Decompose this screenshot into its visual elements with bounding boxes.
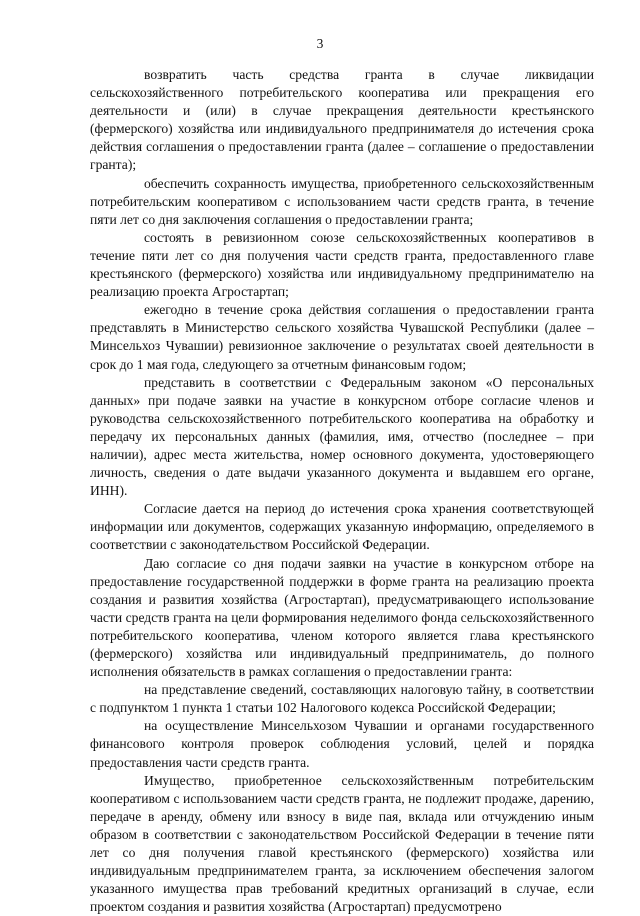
paragraph-personal-data-consent: представить в соответствии с Федеральным законом «О персональных данных» при подаче заявки на участие в конкурсном отборе согласие членов и руководства сельскохозяйственного потребительского кооператива на обработку и передачу их персональных данных (фамилия, имя, отчество (последнее – при наличии), адрес места жительства, номер основного документа, удостоверяющего личность, сведения о дате выдачи указанного документа и выдавшем его органе, ИНН).: [90, 374, 594, 499]
paragraph-consent-period: Согласие дается на период до истечения срока хранения соответствующей информации или документов, содержащих указанную информацию, определяемого в соответствии с законодательством Российской Федерации.: [90, 501, 594, 553]
paragraph-financial-control: на осуществление Минсельхозом Чувашии и органами государственного финансового контроля проверок соблюдения условий, целей и порядка предоставления части средств гранта.: [90, 718, 594, 770]
paragraph-give-consent: Даю согласие со дня подачи заявки на участие в конкурсном отборе на предоставление государственной поддержки в форме гранта на реализацию проекта создания и развития хозяйства (Агростартап), предусматривающего использование части средств гранта на цели формирования неделимого фонда сельскохозяйственного потребительского кооператива, членом которого является глава крестьянского (фермерского) хозяйства или индивидуальный предприниматель, до полного исполнения обязательств в рамках соглашения о предоставлении гранта:: [90, 555, 594, 680]
document-body: [90, 66, 594, 916]
paragraph-audit-union: состоять в ревизионном союзе сельскохозяйственных кооперативов в течение пяти лет со дня получения части средств гранта, предоставленного главе крестьянского (фермерского) хозяйства или индивидуальному предпринимателю на реализацию проекта Агростартап;: [90, 229, 594, 300]
paragraph-property-safety: обеспечить сохранность имущества, приобретенного сельскохозяйственным потребительским кооперативом с использованием части средств гранта, в течение пяти лет со дня заключения соглашения о предоставлении гранта;: [90, 175, 594, 227]
paragraph-property-restrictions: Имущество, приобретенное сельскохозяйственным потребительским кооперативом с использованием части средств гранта, не подлежит продаже, дарению, передаче в аренду, обмену или взносу в виде пая, вклада или отчуждению иным образом в соответствии с законодательством Российской Федерации в течение пяти лет со дня получения главой крестьянского (фермерского) хозяйства или индивидуальным предпринимателем гранта, за исключением обеспечения залогом указанного имущества прав требований кредитных организаций в случае, если проектом создания и развития хозяйства (Агростартап) предусмотрено: [90, 772, 594, 915]
paragraph-annual-audit-report: ежегодно в течение срока действия соглашения о предоставлении гранта представлять в Министерство сельского хозяйства Чувашской Республики (далее – Минсельхоз Чувашии) ревизионное заключение о результатах своей деятельности в срок до 1 мая года, следующего за отчетным финансовым годом;: [90, 302, 594, 372]
paragraph-tax-secret: на представление сведений, составляющих налоговую тайну, в соответствии с подпунктом 1 пункта 1 статьи 102 Налогового кодекса Российской Федерации;: [90, 682, 594, 716]
page-number: 3: [316, 36, 324, 51]
paragraph-return-grant: возвратить часть средства гранта в случае ликвидации сельскохозяйственного потребительского кооператива или прекращения его деятельности и (или) в случае прекращения деятельности крестьянского (фермерского) хозяйства или индивидуального предпринимателя до истечения срока действия соглашения о предоставлении гранта (далее – соглашение о предоставлении гранта);: [90, 67, 594, 173]
